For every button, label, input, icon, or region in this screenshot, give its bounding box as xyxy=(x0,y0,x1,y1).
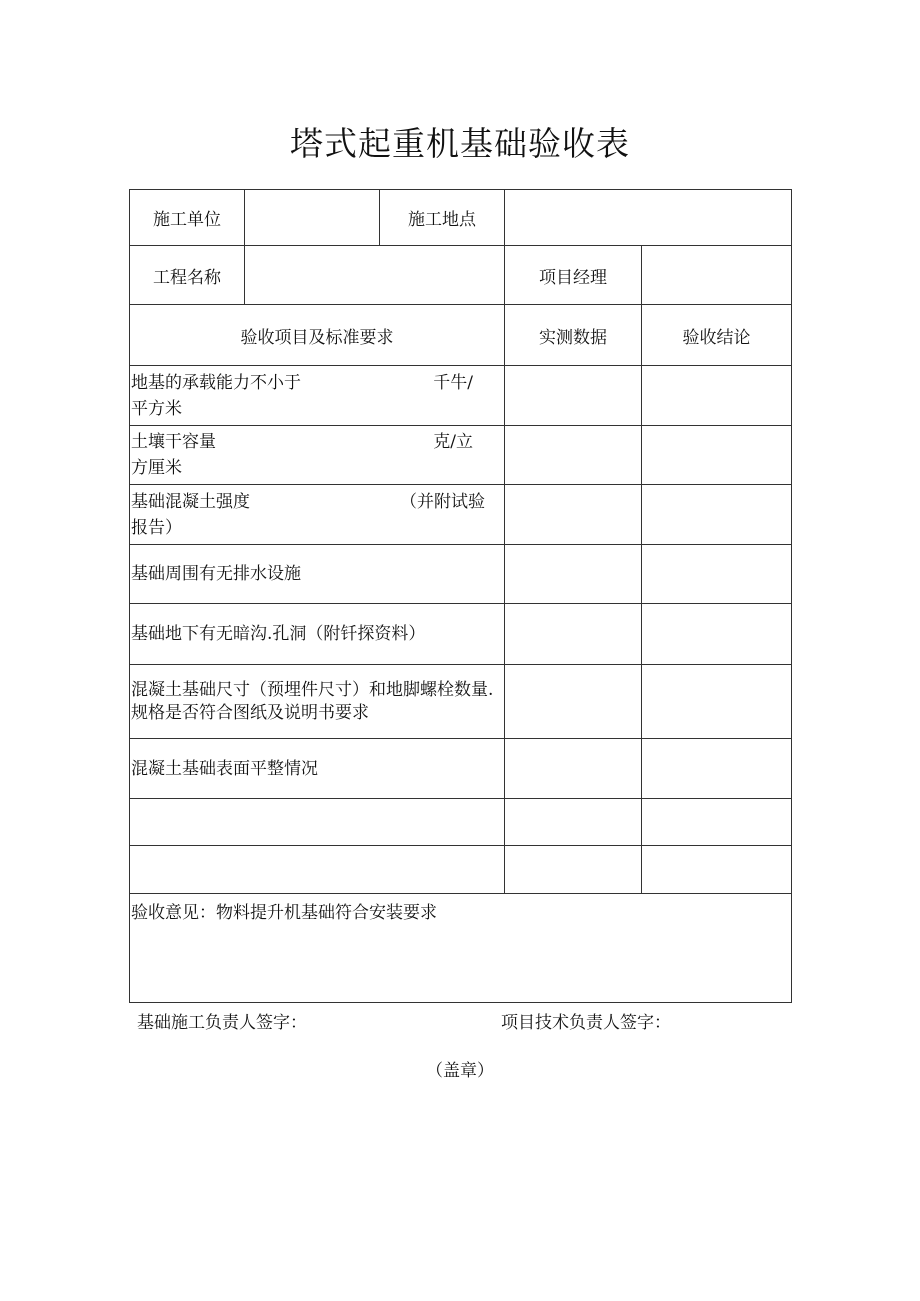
item-text: 混凝土基础尺寸（预埋件尺寸）和地脚螺栓数量. xyxy=(131,679,494,700)
conclusion-cell[interactable] xyxy=(642,739,792,799)
measured-cell[interactable] xyxy=(505,545,642,604)
item-cell xyxy=(130,739,505,799)
item-text: 土壤干容量 xyxy=(131,432,216,452)
item-unit: （并附试验 xyxy=(400,491,485,512)
item-cell xyxy=(130,604,505,665)
item-cell xyxy=(130,485,505,545)
conclusion-cell[interactable] xyxy=(642,846,792,894)
project-manager-field[interactable] xyxy=(642,246,792,305)
conclusion-cell[interactable] xyxy=(642,485,792,545)
item-text: 地基的承载能力不小于 xyxy=(131,372,301,393)
item-cell xyxy=(130,426,505,485)
measured-cell[interactable] xyxy=(505,799,642,846)
project-name-field[interactable] xyxy=(245,246,505,305)
item-cell xyxy=(130,545,505,604)
table-row xyxy=(130,426,792,485)
page-title: 塔式起重机基础验收表 xyxy=(290,124,630,163)
conclusion-cell[interactable] xyxy=(642,545,792,604)
item-text: 基础周围有无排水设施 xyxy=(131,564,301,584)
measured-cell[interactable] xyxy=(505,366,642,426)
project-manager-label: 项目经理 xyxy=(505,246,642,305)
item-cell[interactable] xyxy=(130,799,505,846)
item-text: 基础地下有无暗沟.孔洞（附钎探资料） xyxy=(131,624,426,644)
acceptance-opinion[interactable]: 验收意见：物料提升机基础符合安装要求 xyxy=(130,894,792,1003)
acceptance-form-table xyxy=(129,189,792,1003)
table-row xyxy=(130,799,792,846)
item-text-continued: 方厘米 xyxy=(131,458,182,478)
measured-cell[interactable] xyxy=(505,665,642,739)
measured-cell[interactable] xyxy=(505,846,642,894)
column-header-row xyxy=(130,305,792,366)
measured-header: 实测数据 xyxy=(505,305,642,366)
table-row xyxy=(130,485,792,545)
table-row xyxy=(130,739,792,799)
item-unit: 千牛/ xyxy=(433,372,473,393)
measured-cell[interactable] xyxy=(505,426,642,485)
item-cell xyxy=(130,366,505,426)
conclusion-cell[interactable] xyxy=(642,426,792,485)
foundation-lead-signature-label: 基础施工负责人签字： xyxy=(137,1013,307,1033)
item-cell xyxy=(130,665,505,739)
measured-cell[interactable] xyxy=(505,485,642,545)
conclusion-cell[interactable] xyxy=(642,665,792,739)
table-row xyxy=(130,545,792,604)
item-cell[interactable] xyxy=(130,846,505,894)
construction-unit-field[interactable] xyxy=(245,190,380,246)
table-row xyxy=(130,665,792,739)
conclusion-cell[interactable] xyxy=(642,366,792,426)
conclusion-cell[interactable] xyxy=(642,799,792,846)
construction-unit-label: 施工单位 xyxy=(130,190,245,246)
construction-site-field[interactable] xyxy=(505,190,792,246)
header-row-unit xyxy=(130,190,792,246)
measured-cell[interactable] xyxy=(505,739,642,799)
table-row xyxy=(130,604,792,665)
project-name-label: 工程名称 xyxy=(130,246,245,305)
item-text: 混凝土基础表面平整情况 xyxy=(131,758,318,779)
measured-cell[interactable] xyxy=(505,604,642,665)
header-row-project xyxy=(130,246,792,305)
item-text-continued: 规格是否符合图纸及说明书要求 xyxy=(131,702,369,723)
conclusion-header: 验收结论 xyxy=(642,305,792,366)
table-row xyxy=(130,366,792,426)
construction-site-label: 施工地点 xyxy=(380,190,505,246)
opinion-row xyxy=(130,894,792,1003)
seal-note: （盖章） xyxy=(426,1061,494,1081)
table-row xyxy=(130,846,792,894)
technical-lead-signature-label: 项目技术负责人签字： xyxy=(501,1013,671,1033)
items-header: 验收项目及标准要求 xyxy=(130,305,505,366)
item-unit: 克/立 xyxy=(433,432,473,452)
item-text: 基础混凝土强度 xyxy=(131,491,250,512)
conclusion-cell[interactable] xyxy=(642,604,792,665)
item-text-continued: 平方米 xyxy=(131,398,182,419)
item-text-continued: 报告） xyxy=(131,517,182,538)
